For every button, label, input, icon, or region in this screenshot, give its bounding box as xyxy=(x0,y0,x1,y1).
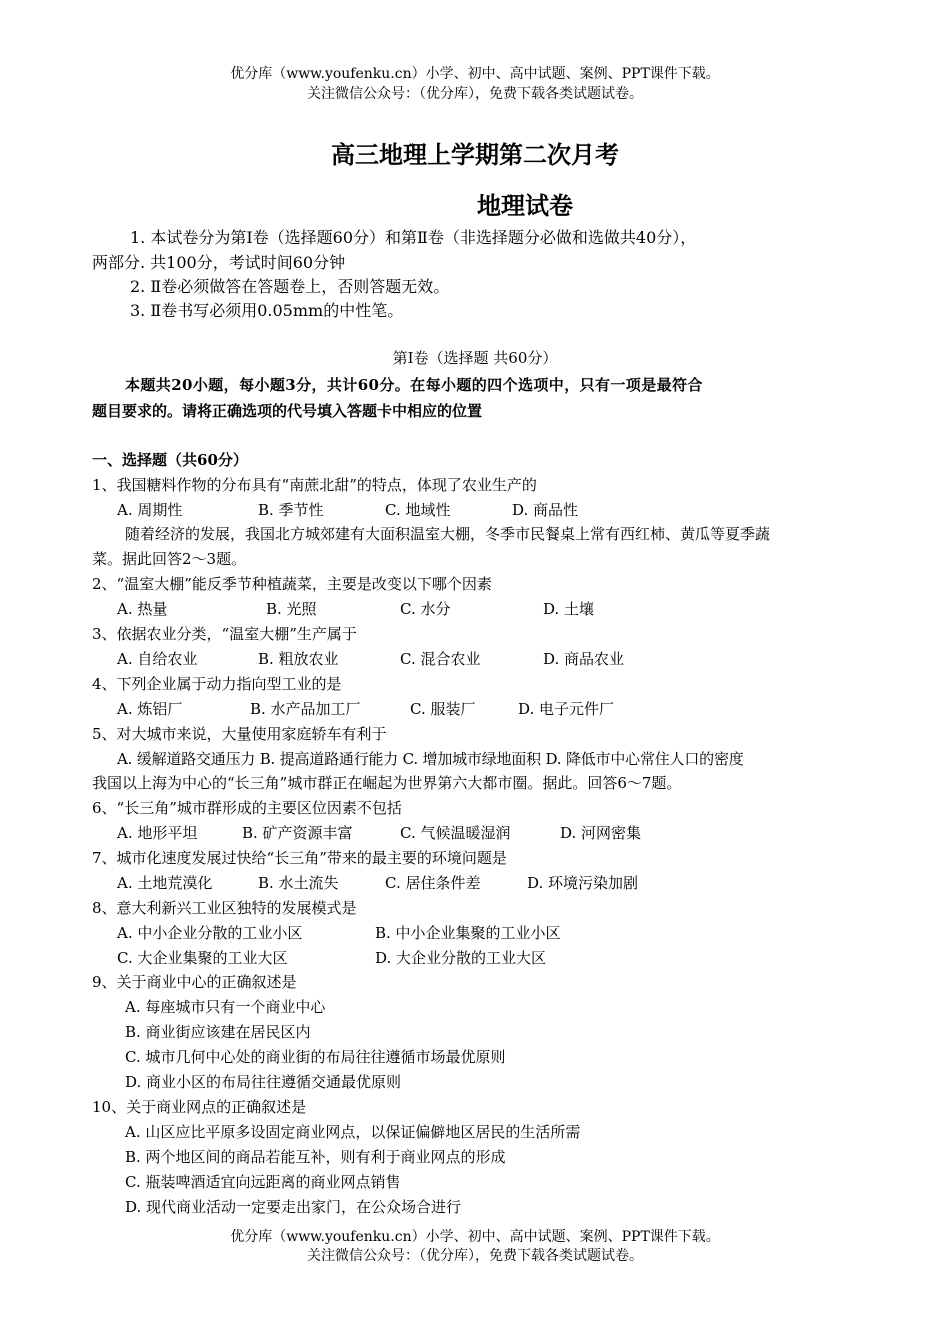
q6-option-a: A. 地形平坦 xyxy=(117,824,198,842)
q2-option-d: D. 土壤 xyxy=(543,600,595,618)
q8-option-a: A. 中小企业分散的工业小区 xyxy=(117,924,303,942)
q1-option-b: B. 季节性 xyxy=(258,501,324,519)
q6-stem: 6、“长三角”城市群形成的主要区位因素不包括 xyxy=(92,799,402,817)
q4-option-c: C. 服装厂 xyxy=(410,700,476,718)
q4-option-d: D. 电子元件厂 xyxy=(518,700,615,718)
section-heading: 一、选择题（共60分） xyxy=(92,451,248,469)
q10-option-a: A. 山区应比平原多设固定商业网点，以保证偏僻地区居民的生活所需 xyxy=(125,1123,581,1141)
note-1a: 1. 本试卷分为第Ⅰ卷（选择题60分）和第Ⅱ卷（非选择题分必做和选做共40分）， xyxy=(130,228,697,247)
q3-option-c: C. 混合农业 xyxy=(400,650,481,668)
q5-stem: 5、对大城市来说，大量使用家庭轿车有利于 xyxy=(92,725,387,743)
q3-stem: 3、依据农业分类，“温室大棚”生产属于 xyxy=(92,625,357,643)
q1-stem: 1、我国糖料作物的分布具有“南蔗北甜”的特点，体现了农业生产的 xyxy=(92,476,537,494)
q1-option-c: C. 地域性 xyxy=(385,501,451,519)
q9-stem: 9、关于商业中心的正确叙述是 xyxy=(92,973,297,991)
q8-option-c: C. 大企业集聚的工业大区 xyxy=(117,949,288,967)
part1-heading: 第Ⅰ卷（选择题 共60分） xyxy=(392,349,558,367)
q2-option-a: A. 热量 xyxy=(117,600,168,618)
q1-option-a: A. 周期性 xyxy=(117,501,183,519)
header-line-2: 关注微信公众号：（优分库），免费下载各类试题试卷。 xyxy=(307,86,643,102)
q6-option-b: B. 矿产资源丰富 xyxy=(242,824,353,842)
q3-option-b: B. 粗放农业 xyxy=(258,650,339,668)
q10-option-b: B. 两个地区间的商品若能互补，则有利于商业网点的形成 xyxy=(125,1148,506,1166)
q9-option-a: A. 每座城市只有一个商业中心 xyxy=(125,998,326,1016)
q9-option-b: B. 商业街应该建在居民区内 xyxy=(125,1023,311,1041)
footer-line-1: 优分库（www.youfenku.cn）小学、初中、高中试题、案例、PPT课件下载。 xyxy=(230,1229,720,1245)
part1-instruction-b: 题目要求的。请将正确选项的代号填入答题卡中相应的位置 xyxy=(92,402,483,420)
passage-2: 我国以上海为中心的“长三角”城市群正在崛起为世界第六大都市圈。据此。回答6～7题。 xyxy=(92,774,682,792)
header-line-1: 优分库（www.youfenku.cn）小学、初中、高中试题、案例、PPT课件下载。 xyxy=(230,66,720,82)
q7-stem: 7、城市化速度发展过快给“长三角”带来的最主要的环境问题是 xyxy=(92,849,507,867)
q3-option-a: A. 自给农业 xyxy=(117,650,198,668)
page-subtitle: 地理试卷 xyxy=(477,192,573,220)
q9-option-d: D. 商业小区的布局往往遵循交通最优原则 xyxy=(125,1073,402,1091)
q6-option-d: D. 河网密集 xyxy=(560,824,642,842)
q8-stem: 8、意大利新兴工业区独特的发展模式是 xyxy=(92,899,357,917)
note-1b: 两部分. 共100分，考试时间60分钟 xyxy=(92,253,346,272)
q8-option-b: B. 中小企业集聚的工业小区 xyxy=(375,924,561,942)
q2-option-b: B. 光照 xyxy=(266,600,317,618)
q10-option-c: C. 瓶装啤酒适宜向远距离的商业网点销售 xyxy=(125,1173,401,1191)
q6-option-c: C. 气候温暖湿润 xyxy=(400,824,511,842)
q7-option-b: B. 水土流失 xyxy=(258,874,339,892)
q9-option-c: C. 城市几何中心处的商业街的布局往往遵循市场最优原则 xyxy=(125,1048,506,1066)
note-3: 3. Ⅱ卷书写必须用0.05mm的中性笔。 xyxy=(130,301,404,320)
q1-option-d: D. 商品性 xyxy=(512,501,579,519)
q2-stem: 2、“温室大棚”能反季节种植蔬菜，主要是改变以下哪个因素 xyxy=(92,575,492,593)
footer-line-2: 关注微信公众号：（优分库），免费下载各类试题试卷。 xyxy=(307,1248,643,1264)
q4-option-b: B. 水产品加工厂 xyxy=(250,700,361,718)
q7-option-a: A. 土地荒漠化 xyxy=(117,874,213,892)
q5-options: A. 缓解道路交通压力 B. 提高道路通行能力 C. 增加城市绿地面积 D. 降低市中心常住人口的密度 xyxy=(117,750,744,768)
q7-option-c: C. 居住条件差 xyxy=(385,874,481,892)
q4-option-a: A. 炼铝厂 xyxy=(117,700,183,718)
q4-stem: 4、下列企业属于动力指向型工业的是 xyxy=(92,675,342,693)
note-2: 2. Ⅱ卷必须做答在答题卷上，否则答题无效。 xyxy=(130,277,450,296)
q7-option-d: D. 环境污染加剧 xyxy=(527,874,639,892)
passage-1b: 菜。据此回答2～3题。 xyxy=(92,550,247,568)
q2-option-c: C. 水分 xyxy=(400,600,451,618)
part1-instruction-a: 本题共20小题，每小题3分，共计60分。在每小题的四个选项中，只有一项是最符合 xyxy=(125,376,703,394)
q8-option-d: D. 大企业分散的工业大区 xyxy=(375,949,547,967)
passage-1a: 随着经济的发展，我国北方城郊建有大面积温室大棚，冬季市民餐桌上常有西红柿、黄瓜等夏季蔬 xyxy=(125,525,771,543)
q10-option-d: D. 现代商业活动一定要走出家门，在公众场合进行 xyxy=(125,1198,462,1216)
page-title: 高三地理上学期第二次月考 xyxy=(331,141,619,169)
q3-option-d: D. 商品农业 xyxy=(543,650,625,668)
q10-stem: 10、关于商业网点的正确叙述是 xyxy=(92,1098,307,1116)
